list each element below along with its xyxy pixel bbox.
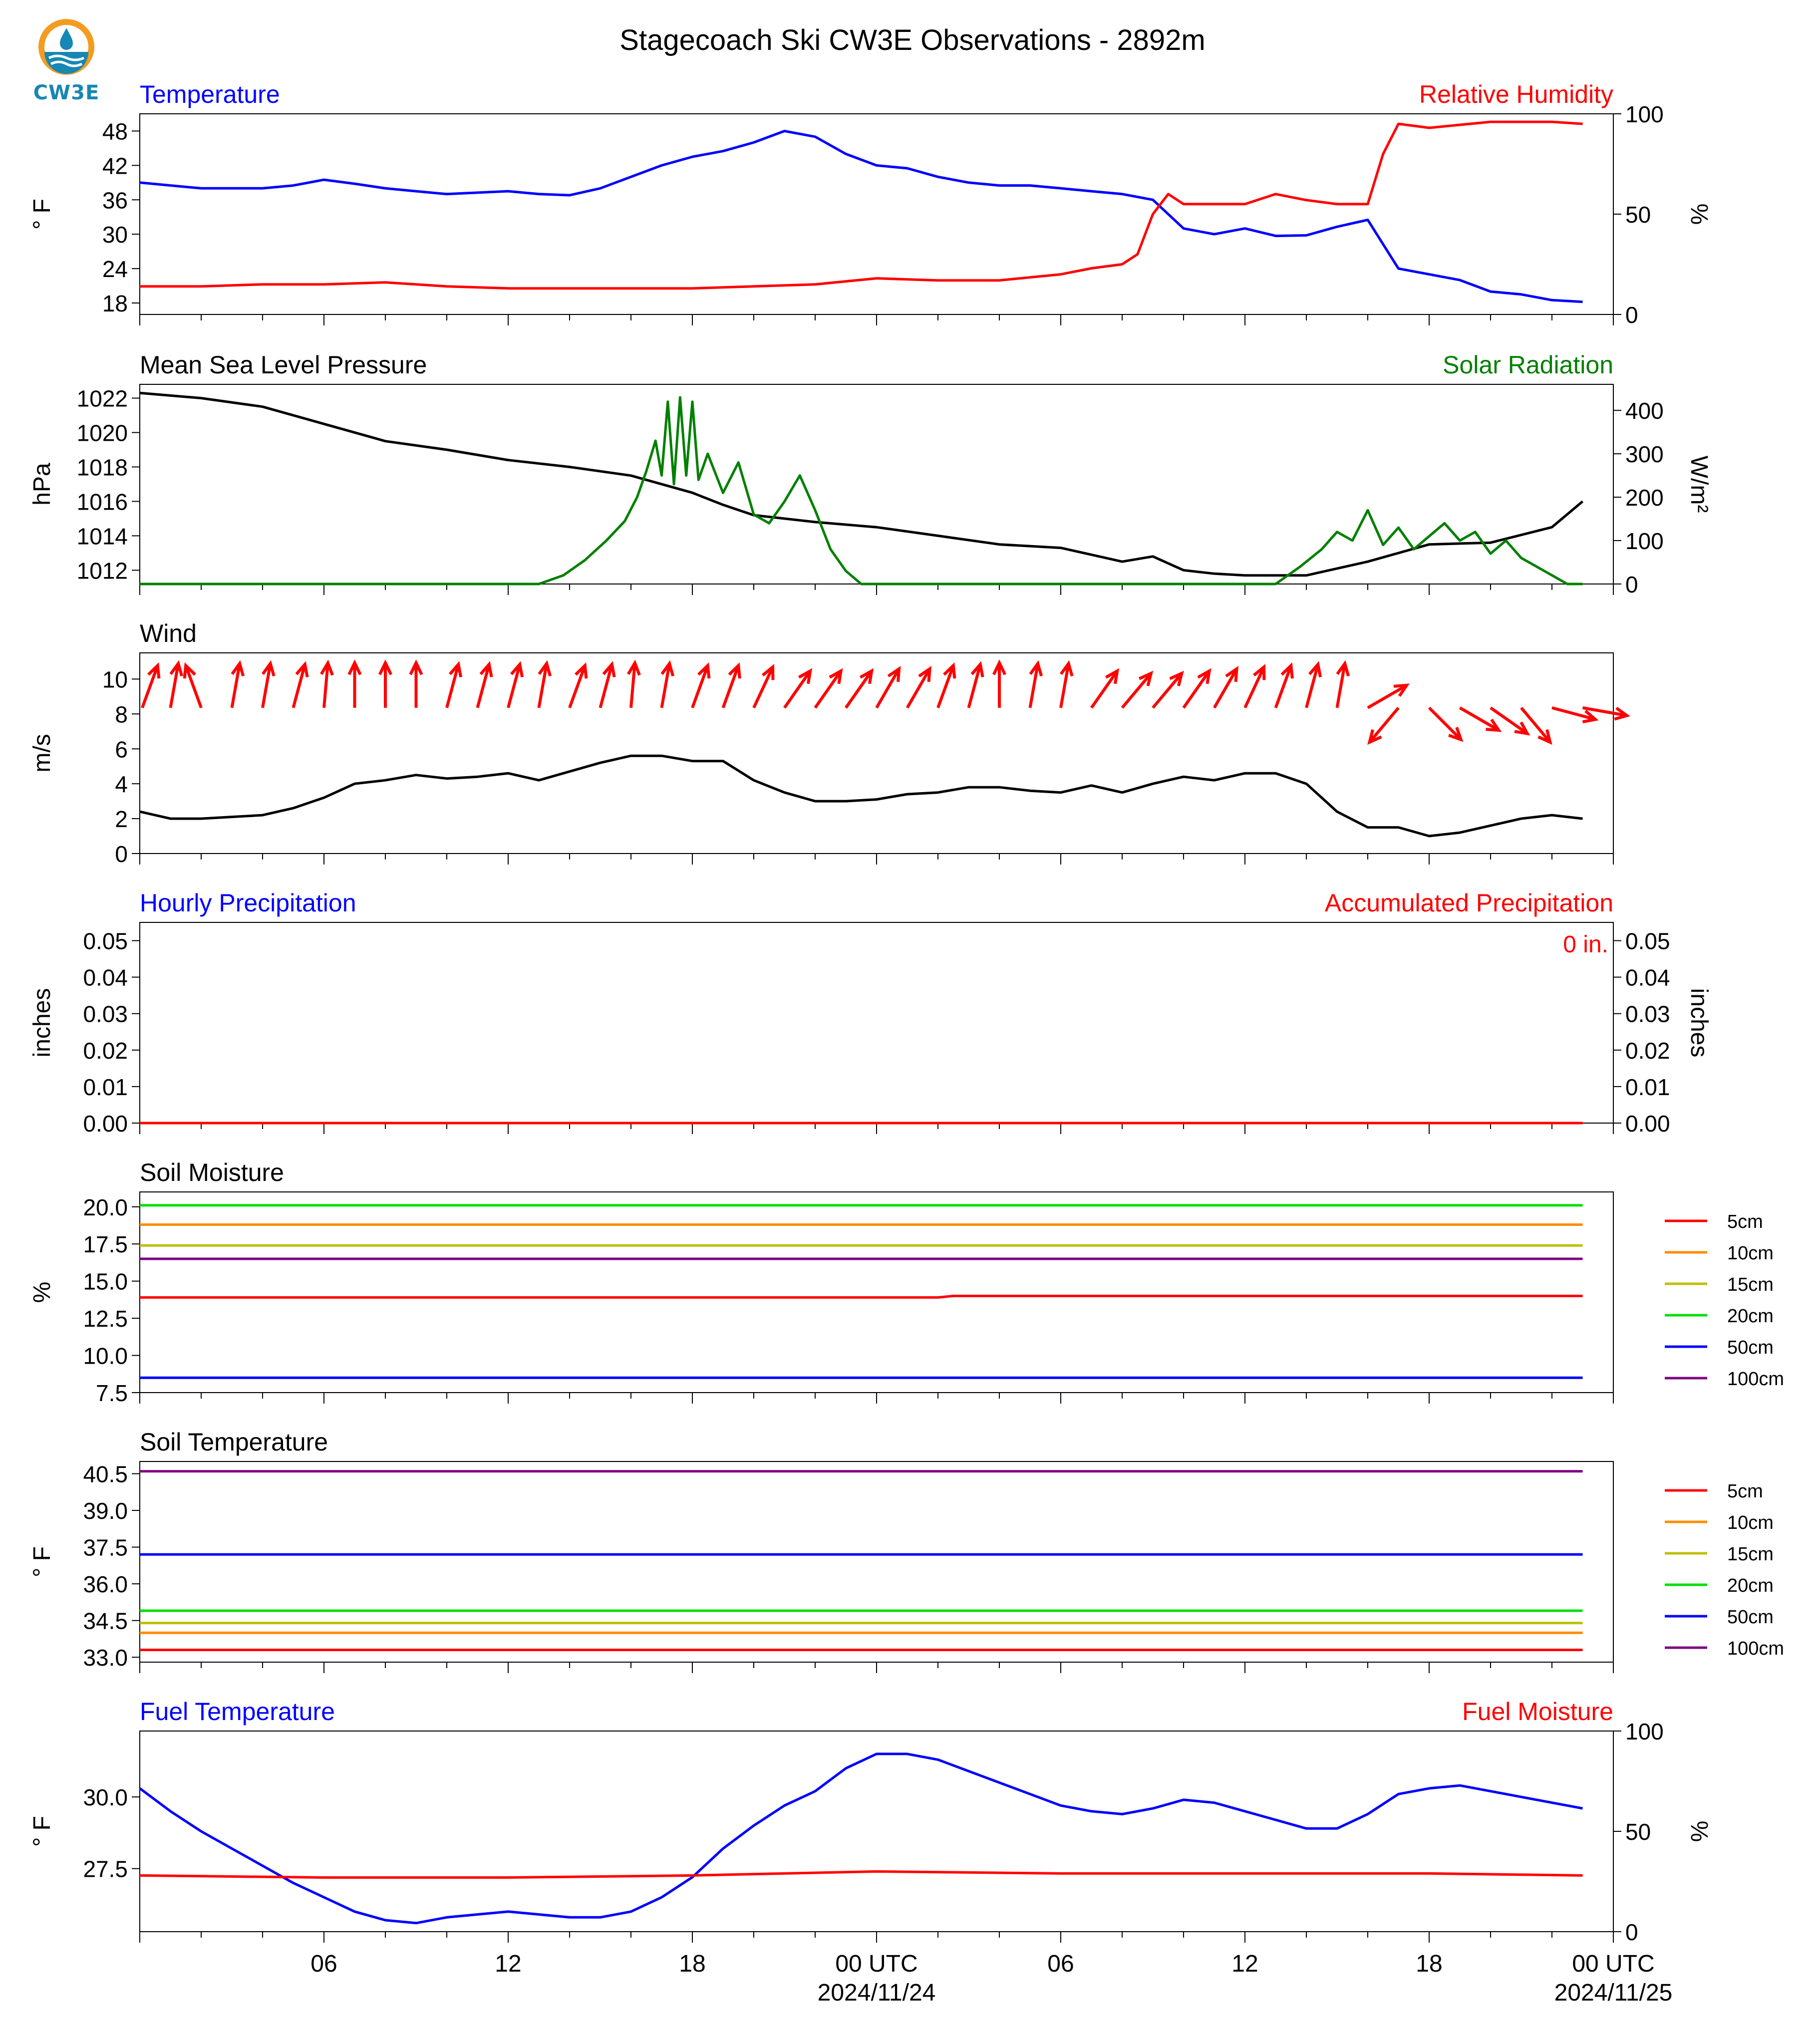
panel-3 (29, 619, 1627, 867)
series-line-solar-radiation (140, 397, 1583, 584)
y-axis-label: ° F (29, 199, 55, 230)
y-tick-label: 30.0 (83, 1784, 128, 1811)
x-tick-label: 06 (1047, 1951, 1074, 1977)
y-tick-label: 36.0 (83, 1571, 128, 1598)
y-tick-label: 36 (102, 187, 128, 214)
legend-label: 10cm (1727, 1243, 1774, 1264)
y-axis-label: inches (29, 988, 55, 1058)
y-tick-label: 12.5 (83, 1306, 128, 1332)
y-tick-label: 17.5 (83, 1231, 128, 1258)
x-tick-label: 18 (1416, 1951, 1443, 1977)
y-tick-label-right: 100 (1625, 1719, 1664, 1744)
y-tick-label: 39.0 (83, 1498, 128, 1524)
wind-arrow (1370, 708, 1399, 742)
y-tick-label: 0.00 (83, 1111, 128, 1137)
legend-label: 100cm (1727, 1369, 1785, 1390)
y-tick-label-right: 0 (1625, 1919, 1638, 1945)
panel-4 (29, 889, 1712, 1137)
series-line-temperature (140, 131, 1583, 302)
wind-arrow (785, 671, 811, 708)
y-tick-label: 7.5 (96, 1380, 128, 1406)
y-tick-label: 18 (102, 290, 128, 317)
y-tick-label: 8 (115, 701, 128, 728)
y-axis-label-right: % (1686, 203, 1712, 225)
y-tick-label-right: 200 (1625, 485, 1664, 511)
y-tick-label: 0 (115, 841, 128, 867)
logo-text: CW3E (33, 81, 100, 104)
y-tick-label-right: 0.00 (1625, 1111, 1670, 1137)
y-tick-label: 37.5 (83, 1534, 128, 1561)
y-axis-label-right: % (1686, 1820, 1712, 1842)
y-tick-label: 27.5 (83, 1856, 128, 1882)
legend-label: 100cm (1727, 1638, 1785, 1659)
y-axis-label-right: W/m² (1686, 455, 1712, 513)
y-tick-label: 15.0 (83, 1268, 128, 1295)
y-tick-label: 34.5 (83, 1608, 128, 1634)
panel-title-right: Solar Radiation (1443, 351, 1613, 379)
panel-title-left: Wind (140, 619, 197, 647)
y-axis-label: ° F (29, 1546, 55, 1577)
y-tick-label: 1020 (76, 420, 128, 446)
legend-label: 50cm (1727, 1337, 1774, 1358)
y-tick-label-right: 0.05 (1625, 928, 1670, 954)
y-tick-label-right: 400 (1625, 398, 1664, 424)
x-tick-label: 00 UTC (1572, 1951, 1655, 1977)
legend-label: 20cm (1727, 1306, 1774, 1327)
panel-5 (29, 1159, 1784, 1406)
y-axis-label-right: inches (1686, 988, 1712, 1058)
y-axis-label: m/s (29, 734, 55, 773)
wind-arrow (1429, 708, 1461, 740)
series-line-5cm (140, 1296, 1583, 1297)
legend-label: 10cm (1727, 1512, 1774, 1533)
legend-label: 15cm (1727, 1544, 1774, 1565)
y-tick-label: 0.03 (83, 1001, 128, 1027)
series-line-relative-humidity (140, 122, 1583, 289)
x-tick-label: 06 (310, 1951, 337, 1977)
y-tick-label: 40.5 (83, 1461, 128, 1487)
y-tick-label: 42 (102, 153, 128, 179)
wind-arrow (1122, 673, 1151, 708)
y-tick-label-right: 0.01 (1625, 1074, 1670, 1100)
y-tick-label-right: 0 (1625, 572, 1638, 597)
legend-label: 5cm (1727, 1211, 1763, 1232)
series-line-fuel-temperature (140, 1754, 1583, 1923)
wind-arrow (815, 671, 841, 708)
series-line-wind-speed (140, 756, 1583, 836)
panel-2 (29, 351, 1712, 597)
y-tick-label-right: 0.04 (1625, 964, 1670, 991)
panel-title-left: Fuel Temperature (140, 1698, 335, 1726)
plot-frame (140, 1731, 1613, 1932)
wind-arrow (1521, 708, 1550, 742)
series-line-mean-sea-level-pressure (140, 393, 1583, 576)
y-tick-label: 1016 (76, 489, 128, 515)
y-tick-label-right: 300 (1625, 441, 1664, 468)
y-tick-label: 20.0 (83, 1194, 128, 1220)
y-tick-label: 1012 (76, 558, 128, 584)
y-tick-label: 0.04 (83, 964, 128, 991)
panel-title-right: Fuel Moisture (1462, 1698, 1613, 1726)
y-tick-label-right: 50 (1625, 202, 1651, 228)
accumulated-total-label: 0 in. (1563, 931, 1608, 958)
x-tick-label: 18 (679, 1951, 706, 1977)
y-tick-label: 2 (115, 806, 128, 833)
y-tick-label-right: 100 (1625, 528, 1664, 555)
panel-title-left: Soil Temperature (140, 1428, 328, 1456)
wind-arrow (1153, 673, 1182, 708)
y-tick-label: 0.01 (83, 1074, 128, 1100)
panel-title-left: Hourly Precipitation (140, 889, 356, 917)
y-tick-label: 10.0 (83, 1343, 128, 1369)
panel-title-left: Temperature (140, 80, 280, 108)
y-tick-label: 1022 (76, 385, 128, 412)
y-tick-label: 1018 (76, 454, 128, 481)
plot-frame (140, 653, 1613, 854)
y-tick-label: 6 (115, 736, 128, 763)
x-tick-label: 12 (495, 1951, 522, 1977)
panel-title-right: Accumulated Precipitation (1324, 889, 1613, 917)
x-tick-label: 00 UTC (835, 1951, 918, 1977)
wind-arrow (1092, 671, 1118, 708)
panel-title-right: Relative Humidity (1419, 80, 1613, 108)
x-date-label: 2024/11/24 (817, 1980, 936, 2006)
legend-label: 20cm (1727, 1575, 1774, 1596)
y-tick-label-right: 100 (1625, 101, 1664, 127)
y-tick-label: 0.05 (83, 928, 128, 954)
panel-title-left: Mean Sea Level Pressure (140, 351, 427, 379)
y-tick-label: 10 (102, 666, 128, 693)
y-tick-label: 24 (102, 256, 128, 283)
y-axis-label: ° F (29, 1816, 55, 1847)
y-tick-label: 0.02 (83, 1037, 128, 1064)
panel-7 (29, 1698, 1712, 1945)
legend-label: 15cm (1727, 1274, 1774, 1295)
wind-arrow (846, 671, 872, 708)
y-tick-label: 1014 (76, 523, 128, 550)
y-tick-label-right: 0 (1625, 302, 1638, 328)
y-tick-label: 48 (102, 118, 128, 145)
y-tick-label-right: 0.03 (1625, 1001, 1670, 1027)
y-tick-label-right: 50 (1625, 1819, 1651, 1845)
x-date-label: 2024/11/25 (1554, 1980, 1673, 2006)
y-axis-label: hPa (29, 463, 55, 506)
y-axis-label: % (29, 1281, 55, 1303)
series-line-fuel-moisture (140, 1871, 1583, 1877)
wind-arrow (1184, 671, 1210, 708)
y-tick-label-right: 0.02 (1625, 1037, 1670, 1064)
chart-title: Stagecoach Ski CW3E Observations - 2892m (619, 24, 1206, 56)
plot-frame (140, 922, 1613, 1123)
legend-label: 50cm (1727, 1607, 1774, 1628)
panel-6 (29, 1428, 1784, 1673)
y-tick-label: 4 (115, 771, 128, 798)
panel-title-left: Soil Moisture (140, 1159, 284, 1186)
panel-1 (29, 80, 1712, 328)
y-tick-label: 33.0 (83, 1645, 128, 1671)
x-tick-label: 12 (1231, 1951, 1258, 1977)
y-tick-label: 30 (102, 222, 128, 248)
plot-frame (140, 1192, 1613, 1393)
legend-label: 5cm (1727, 1481, 1763, 1502)
